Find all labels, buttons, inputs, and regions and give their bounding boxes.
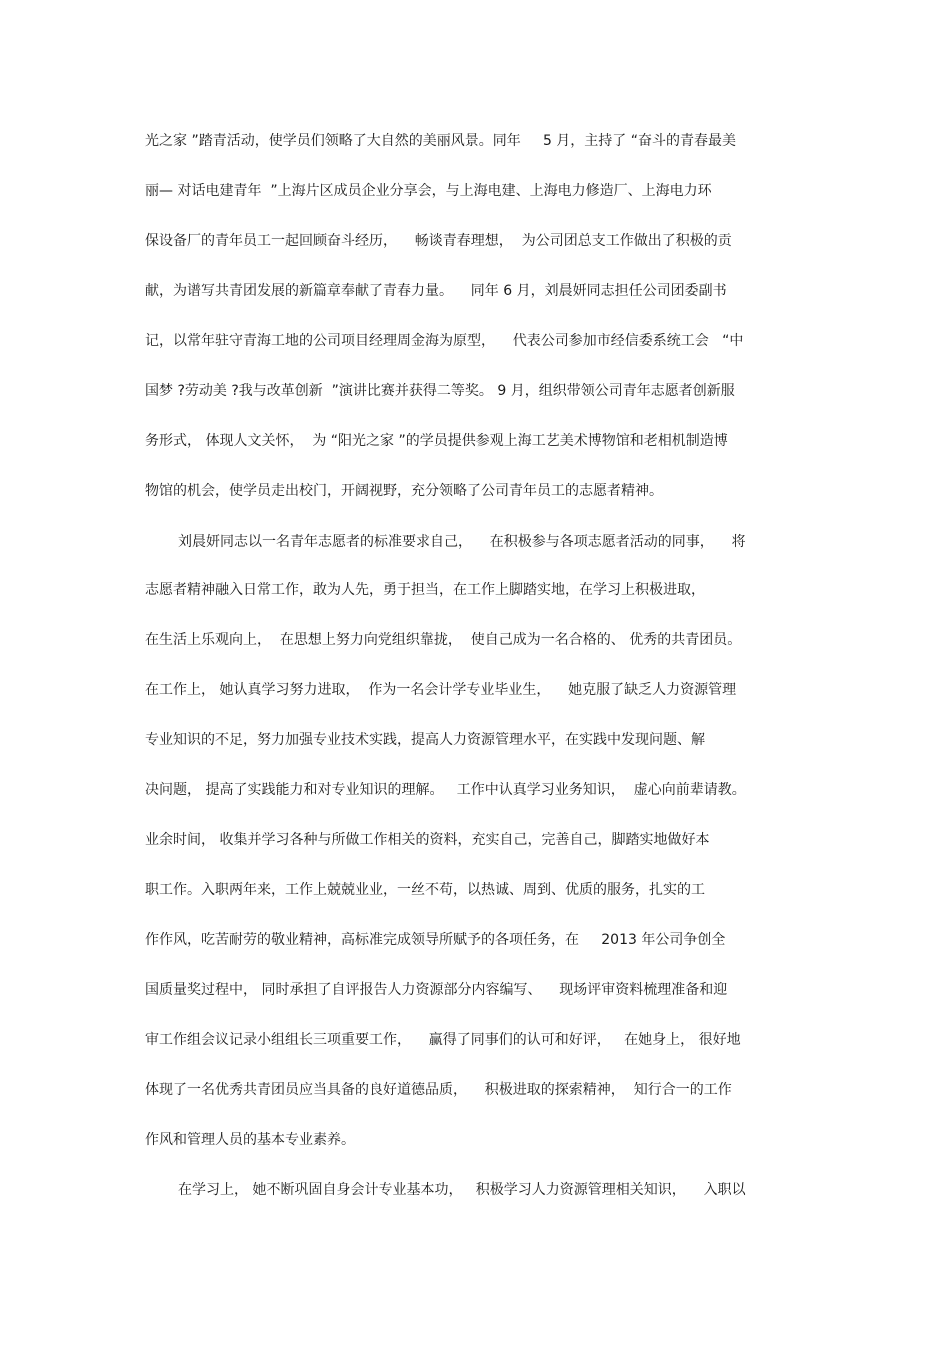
text-line: 业余时间， 收集并学习各种与所做工作相关的资料，充实自己，完善自己，脚踏实地做好本 (145, 832, 710, 848)
text-line: 作作风，吃苦耐劳的敬业精神，高标准完成领导所赋予的各项任务，在 2013 年公司争创全 (145, 932, 726, 948)
text-line: 物馆的机会，使学员走出校门，开阔视野，充分领略了公司青年员工的志愿者精神。 (145, 483, 663, 499)
text-line: 记，以常年驻守青海工地的公司项目经理周金海为原型， 代表公司参加市经信委系统工会 “中 (145, 333, 744, 349)
text-line: 专业知识的不足，努力加强专业技术实践，提高人力资源管理水平，在实践中发现问题、解 (145, 732, 705, 748)
text-line: 体现了一名优秀共青团员应当具备的良好道德品质， 积极进取的探索精神， 知行合一的工作 (145, 1082, 732, 1098)
text-line: 决问题， 提高了实践能力和对专业知识的理解。 工作中认真学习业务知识， 虚心向前辈请教。 (145, 782, 746, 798)
text-line: 在工作上， 她认真学习努力进取， 作为一名会计学专业毕业生， 她克服了缺乏人力资源管理 (145, 682, 737, 698)
text-line: 职工作。入职两年来，工作上兢兢业业，一丝不苟，以热诚、周到、优质的服务，扎实的工 (145, 882, 705, 898)
text-line: 务形式， 体现人文关怀， 为 “阳光之家 ”的学员提供参观上海工艺美术博物馆和老相机制造博 (145, 433, 728, 449)
text-line: 国梦 ?劳动美 ?我与改革创新 ”演讲比赛并获得二等奖。 9 月，组织带领公司青年志愿者创新服 (145, 383, 735, 399)
text-line: 保设备厂的青年员工一起回顾奋斗经历， 畅谈青春理想， 为公司团总支工作做出了积极的贡 (145, 233, 732, 249)
paragraph-first-line: 在学习上， 她不断巩固自身会计专业基本功， 积极学习人力资源管理相关知识， 入职以 (178, 1182, 746, 1198)
text-line: 丽— 对话电建青年 ”上海片区成员企业分享会，与上海电建、上海电力修造厂、上海电力环 (145, 183, 712, 199)
text-line: 志愿者精神融入日常工作，敢为人先，勇于担当，在工作上脚踏实地，在学习上积极进取， (145, 582, 705, 598)
text-line: 献，为谱写共青团发展的新篇章奉献了青春力量。 同年 6 月，刘晨妍同志担任公司团委副书 (145, 283, 727, 299)
paragraph-first-line: 刘晨妍同志以一名青年志愿者的标准要求自己， 在积极参与各项志愿者活动的同事， 将 (178, 534, 746, 550)
text-line: 国质量奖过程中， 同时承担了自评报告人力资源部分内容编写、 现场评审资料梳理准备和迎 (145, 982, 728, 998)
text-line: 作风和管理人员的基本专业素养。 (145, 1132, 355, 1148)
text-line: 审工作组会议记录小组组长三项重要工作， 赢得了同事们的认可和好评， 在她身上， 很好地 (145, 1032, 741, 1048)
text-line: 光之家 ”踏青活动，使学员们领略了大自然的美丽风景。同年 5 月，主持了 “奋斗的青春最美 (145, 133, 737, 149)
text-line: 在生活上乐观向上， 在思想上努力向党组织靠拢， 使自己成为一名合格的、 优秀的共青团员。 (145, 632, 742, 648)
